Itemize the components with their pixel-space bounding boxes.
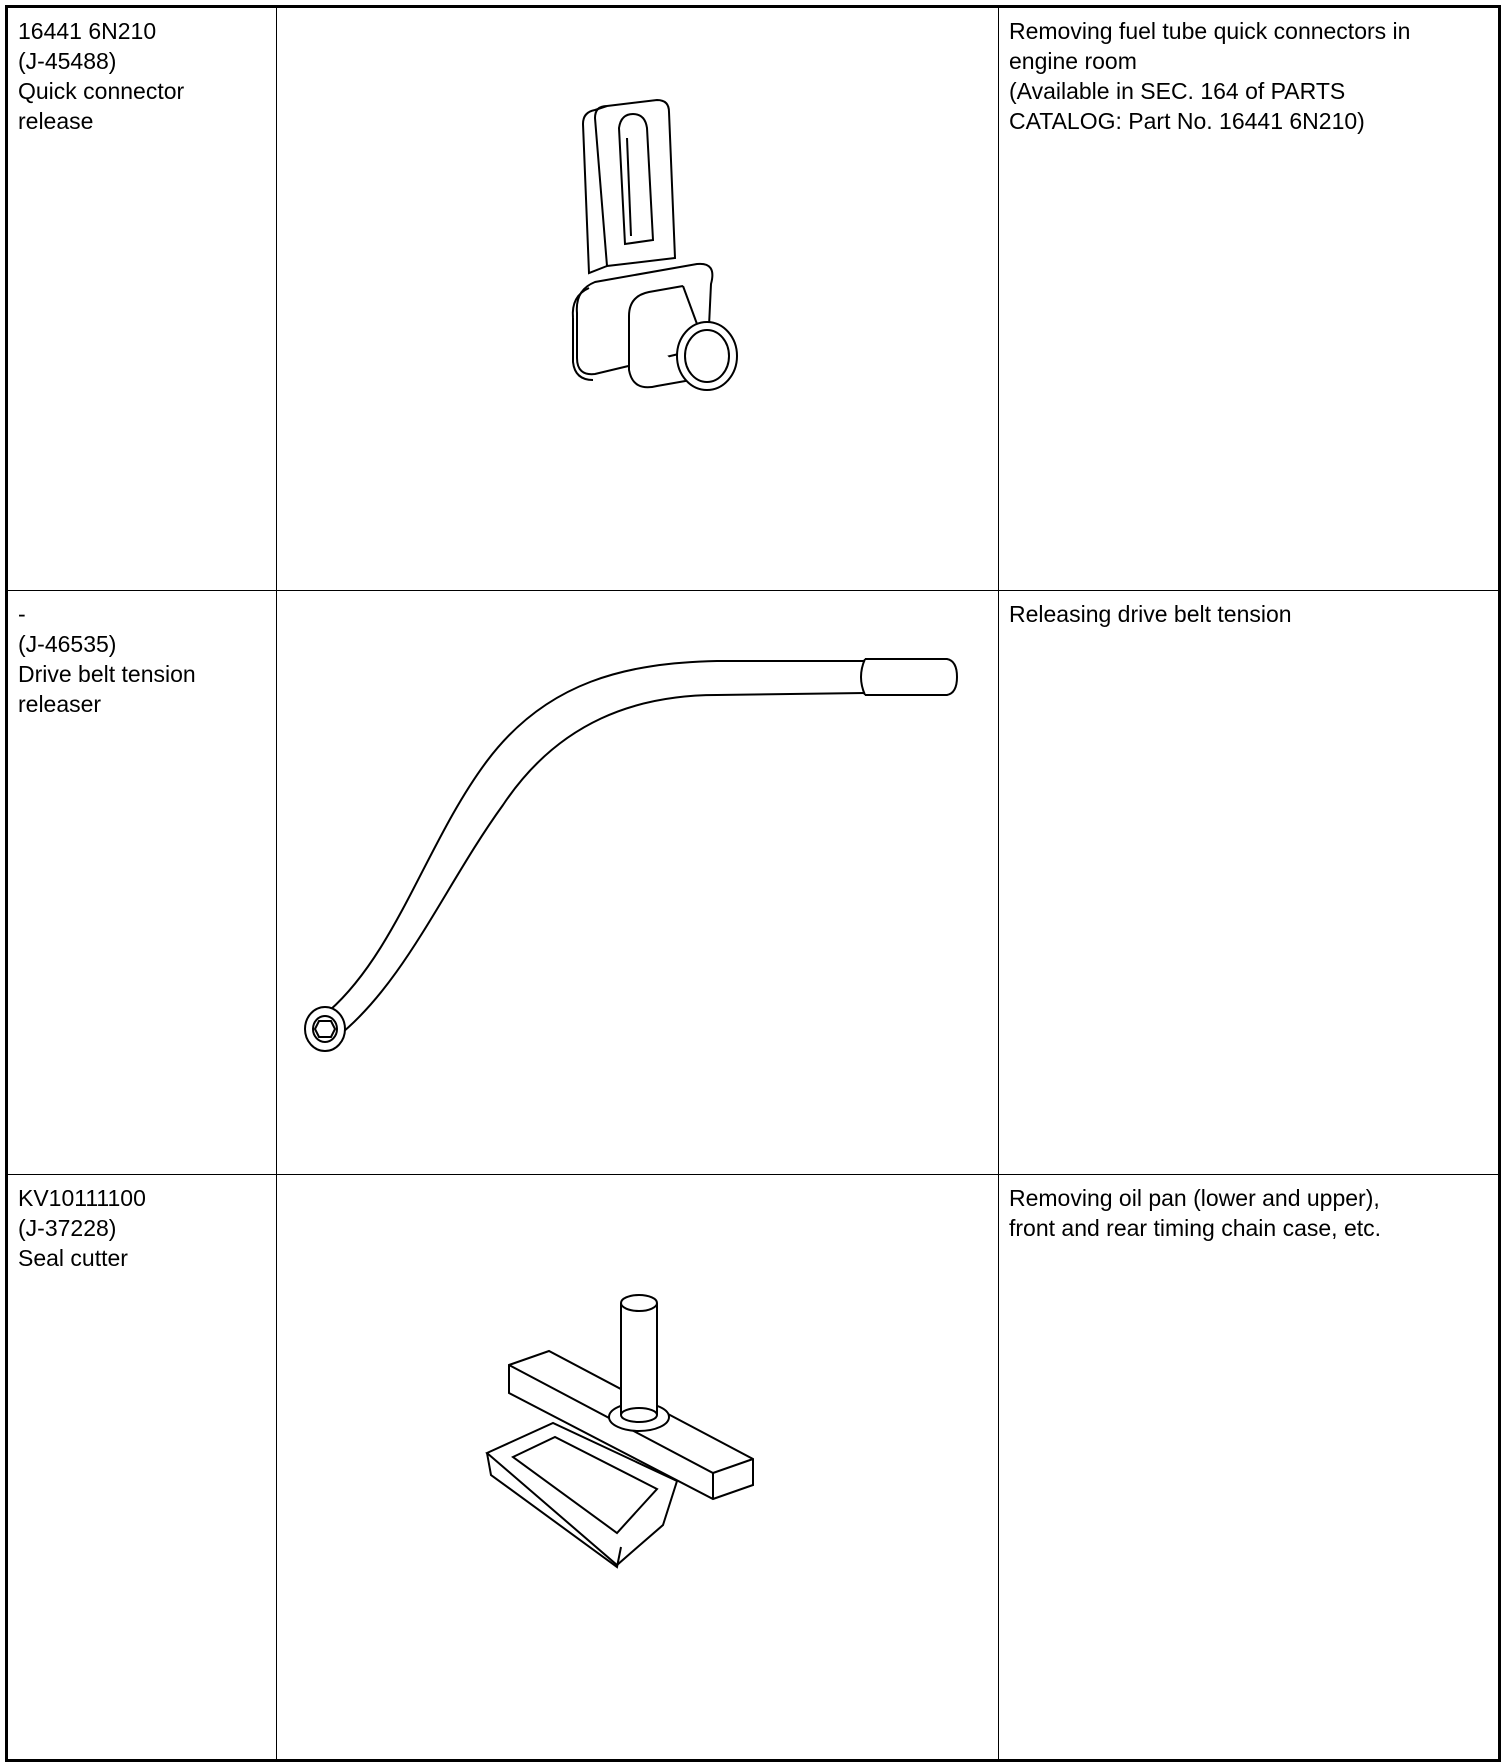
kent-moore-number: (J-46535): [18, 631, 117, 657]
tool-number-cell: [7, 591, 277, 1175]
kent-moore-number: (J-37228): [18, 1215, 117, 1241]
tool-figure-cell: [277, 591, 999, 1175]
tool-figure-cell: [277, 7, 999, 591]
description-cell: [999, 7, 1500, 591]
tool-name: release: [18, 108, 94, 134]
seal-cutter-illustration: [277, 1175, 999, 1761]
description-line: (Available in SEC. 164 of PARTS: [1009, 78, 1346, 104]
table-row: [7, 7, 1500, 591]
tool-number: -: [18, 601, 26, 627]
table-row: [7, 591, 1500, 1175]
tool-number: 16441 6N210: [18, 18, 157, 44]
tool-number-cell: [7, 1175, 277, 1761]
tool-name: Quick connector: [18, 78, 185, 104]
description-cell: [999, 1175, 1500, 1761]
tool-figure-cell: [277, 1175, 999, 1761]
tool-number-cell: [7, 7, 277, 591]
tool-number: KV10111100: [18, 1185, 146, 1211]
description-line: CATALOG: Part No. 16441 6N210): [1009, 108, 1365, 134]
special-service-tools-table: [5, 5, 1501, 1762]
description-line: Removing oil pan (lower and upper),: [1009, 1185, 1380, 1211]
tool-name: Seal cutter: [18, 1245, 128, 1271]
description-cell: [999, 591, 1500, 1175]
kent-moore-number: (J-45488): [18, 48, 117, 74]
description-line: Removing fuel tube quick connectors in: [1009, 18, 1411, 44]
tool-name: Drive belt tension: [18, 661, 196, 687]
quick-connector-release-illustration: [277, 8, 999, 592]
description-line: engine room: [1009, 48, 1137, 74]
description-line: front and rear timing chain case, etc.: [1009, 1215, 1382, 1241]
description-line: Releasing drive belt tension: [1009, 601, 1292, 627]
tool-name: releaser: [18, 691, 102, 717]
drive-belt-tension-releaser-illustration: [277, 591, 999, 1175]
table-row: [7, 1175, 1500, 1761]
